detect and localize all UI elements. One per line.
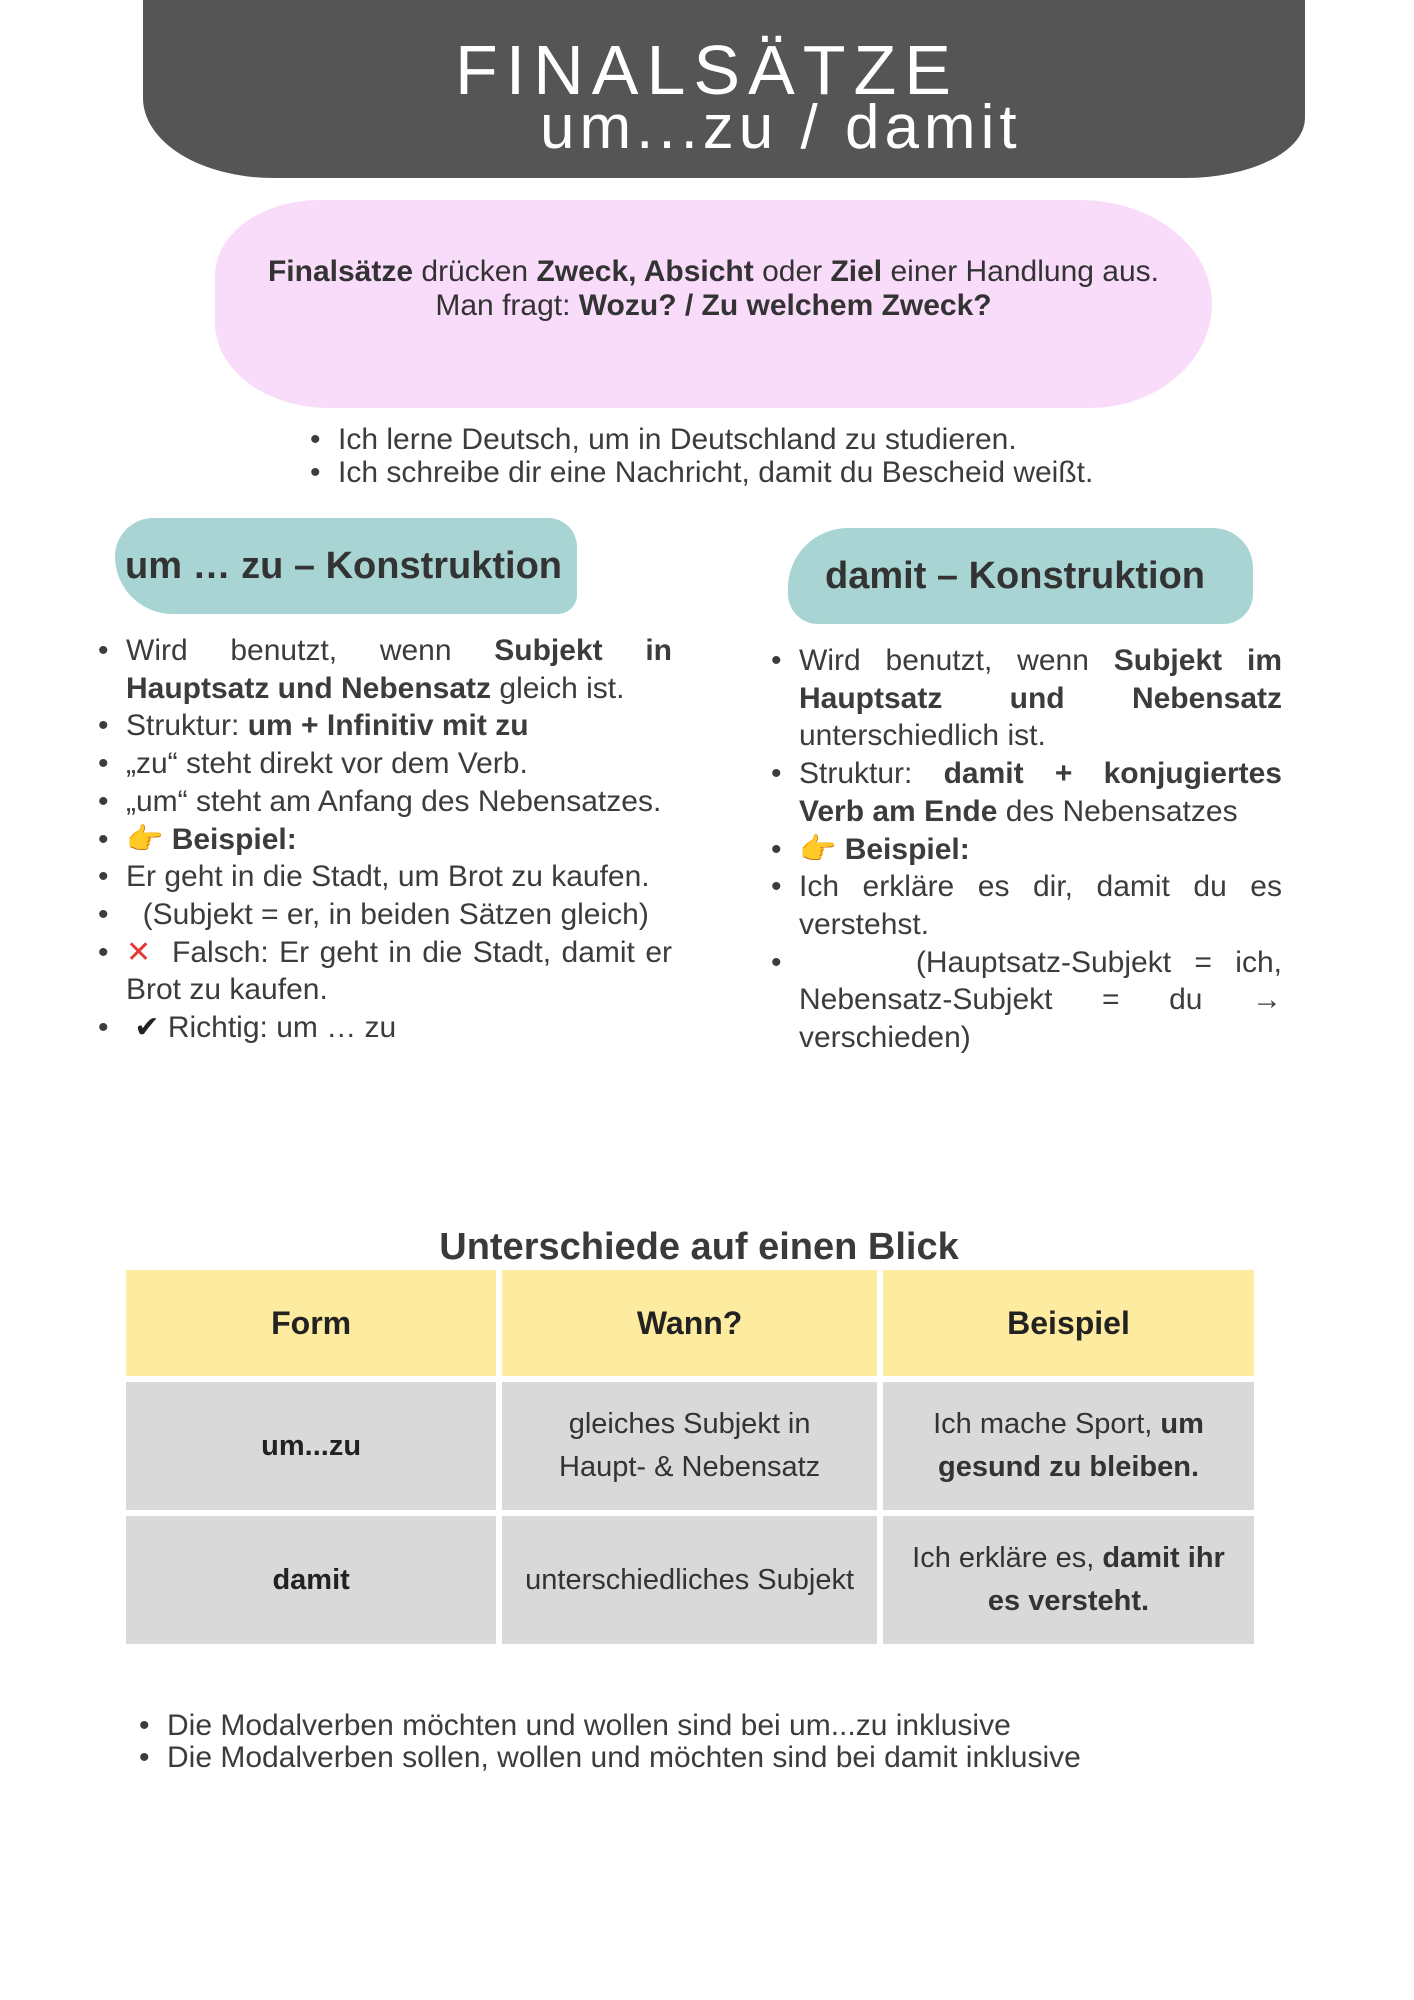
text-span: Ich erkläre es, <box>912 1542 1103 1574</box>
list-item <box>799 944 1282 1057</box>
definition-span: einer Handlung aus. <box>882 255 1159 288</box>
um-zu-rules-list <box>126 632 672 1047</box>
comparison-table <box>120 1264 1260 1650</box>
text-bold: Beispiel: <box>171 822 297 856</box>
intro-example: • Ich schreibe dir eine Nachricht, damit du Bescheid weißt. <box>338 456 1093 489</box>
list-item <box>799 755 1282 830</box>
text-span: Struktur: <box>799 757 944 791</box>
text-bold: Subjekt im Hauptsatz und Nebensatz <box>799 644 1283 715</box>
form-cell: damit <box>126 1516 496 1644</box>
text-span: Falsch: Er geht in die Stadt, damit er Brot zu kaufen. <box>126 935 673 1007</box>
list-item <box>126 934 672 1009</box>
text-bold: damit ihr es versteht. <box>987 1542 1225 1617</box>
list-item <box>126 632 672 707</box>
list-item <box>799 642 1282 755</box>
list-item: • „um“ steht am Anfang des Nebensatzes. <box>126 783 672 821</box>
definition-bold: Finalsätze <box>267 255 414 288</box>
text-span: Struktur: <box>126 709 248 743</box>
intro-example: • Ich lerne Deutsch, um in Deutschland zu studieren. <box>338 423 1093 456</box>
notes-list <box>167 1710 1085 1774</box>
wann-cell: unterschiedliches Subjekt <box>502 1516 877 1644</box>
note-item: • Die Modalverben sollen, wollen und möchten sind bei damit inklusive <box>167 1742 1085 1774</box>
table-row <box>126 1516 1254 1644</box>
intro-example-list <box>338 423 1093 489</box>
text-span: unterschiedlich ist. <box>799 719 1046 753</box>
page-subtitle: um...zu / damit <box>540 93 1022 162</box>
example-cell <box>883 1516 1254 1644</box>
list-item <box>126 821 672 859</box>
text-span: Wird benutzt, wenn <box>126 634 495 667</box>
pointing-hand-icon: 👉 <box>126 822 164 856</box>
table-header-row <box>126 1270 1254 1376</box>
text-span: gleich ist. <box>491 671 625 705</box>
definition-span: oder <box>753 255 831 288</box>
column-header: Form <box>126 1270 496 1376</box>
definition-bold: Ziel <box>830 255 883 288</box>
definition-line-1 <box>215 255 1212 289</box>
list-item <box>799 831 1282 869</box>
definition-text <box>215 255 1212 323</box>
text-bold: Subjekt in Hauptsatz und Nebensatz <box>126 634 672 705</box>
table-title: Unterschiede auf einen Blick <box>439 1226 959 1268</box>
definition-span: Man fragt: <box>435 289 579 322</box>
list-item: • Ich erkläre es dir, damit du es verstehst. <box>799 868 1282 943</box>
definition-bold: Wozu? / Zu welchem Zweck? <box>578 289 992 322</box>
wann-cell: gleiches Subjekt in Haupt- & Nebensatz <box>502 1382 877 1510</box>
um-zu-heading-label: um … zu – Konstruktion <box>125 544 562 587</box>
list-item <box>126 1009 672 1047</box>
example-cell <box>883 1382 1254 1510</box>
text-span: (Hauptsatz-Subjekt = ich, Nebensatz-Subjekt = du → verschieden) <box>799 945 1282 1055</box>
checkmark-icon: ✔ <box>134 1011 160 1045</box>
cross-icon: ✕ <box>126 935 152 969</box>
text-span: des Nebensatzes <box>997 794 1238 828</box>
text-bold: damit + konjugiertes Verb am Ende <box>799 757 1282 828</box>
damit-rules-list <box>799 642 1282 1057</box>
definition-line-2 <box>215 289 1212 323</box>
damit-heading <box>788 528 1253 624</box>
um-zu-heading <box>115 518 577 614</box>
text-span: Ich mache Sport, <box>933 1408 1161 1440</box>
text-bold: Beispiel: <box>844 832 970 866</box>
definition-span: drücken <box>413 255 537 288</box>
text-bold: um + Infinitiv mit zu <box>247 709 529 743</box>
text-span: Richtig: um … zu <box>167 1011 397 1045</box>
page-title: FINALSÄTZE <box>455 31 959 109</box>
list-item <box>126 896 672 934</box>
list-item: • Er geht in die Stadt, um Brot zu kaufen. <box>126 858 672 896</box>
column-header: Wann? <box>502 1270 877 1376</box>
note-item: • Die Modalverben möchten und wollen sind bei um...zu inklusive <box>167 1710 1085 1742</box>
column-header: Beispiel <box>883 1270 1254 1376</box>
form-cell: um...zu <box>126 1382 496 1510</box>
table-row <box>126 1382 1254 1510</box>
definition-bold: Zweck, Absicht <box>536 255 754 288</box>
list-item: • „zu“ steht direkt vor dem Verb. <box>126 745 672 783</box>
pointing-hand-icon: 👉 <box>799 832 837 866</box>
list-item <box>126 707 672 745</box>
damit-heading-label: damit – Konstruktion <box>825 554 1206 597</box>
text-span: (Subjekt = er, in beiden Sätzen gleich) <box>142 897 649 931</box>
text-bold: um gesund zu bleiben. <box>937 1408 1204 1483</box>
text-span: Wird benutzt, wenn <box>799 644 1114 677</box>
